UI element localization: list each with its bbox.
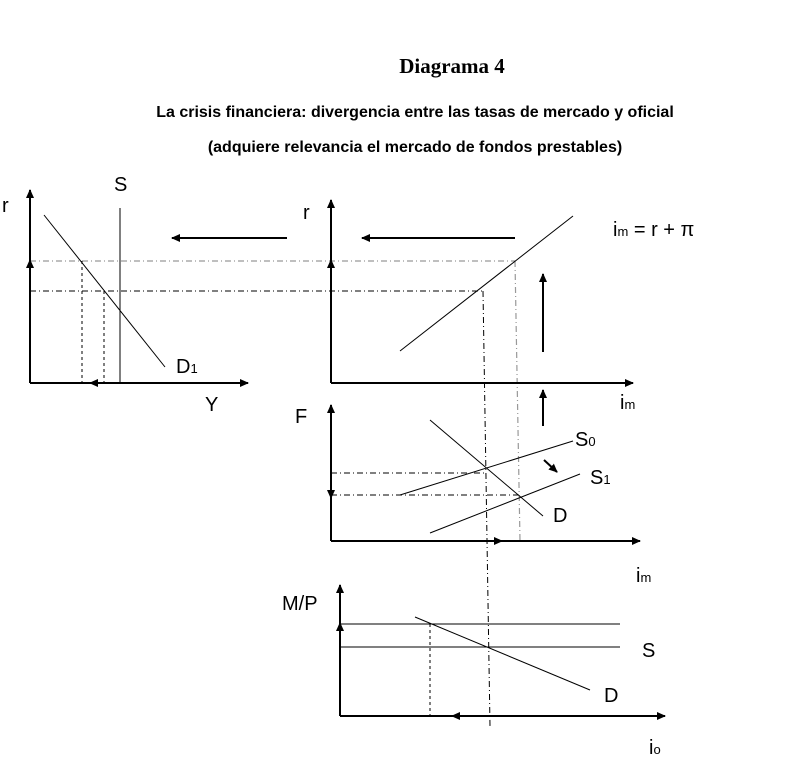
x-label: Y [205, 394, 219, 416]
demand-curve [415, 617, 590, 690]
guide-vertical-im [483, 291, 490, 726]
x-label: im [620, 392, 636, 414]
y-label: M/P [282, 593, 318, 615]
y-label: F [295, 406, 308, 428]
y-label: r [2, 195, 9, 217]
panel-loanable-funds [295, 405, 651, 587]
panel-rates [303, 200, 694, 426]
equation-label: im = r + π [613, 219, 695, 241]
subtitle-line-2: (adquiere relevancia el mercado de fondos prestables) [207, 139, 623, 156]
s1-label: S1 [590, 467, 611, 489]
s0-label: S0 [575, 429, 596, 451]
shift-arrow [544, 460, 557, 472]
panel-money-market [282, 585, 665, 759]
x-label: im [636, 565, 652, 587]
y-label: r [303, 202, 310, 224]
demand-label: D [604, 685, 619, 707]
fisher-line [400, 216, 573, 351]
panel-goods-market [2, 174, 248, 416]
x-label: io [649, 737, 661, 759]
demand-label: D1 [176, 356, 198, 378]
supply-label: S [642, 640, 656, 662]
demand-label: D [553, 505, 568, 527]
diagram-title: Diagrama 4 [399, 54, 505, 78]
subtitle-line-1: La crisis financiera: divergencia entre las tasas de mercado y oficial [156, 104, 674, 121]
supply-label: S [114, 174, 128, 196]
